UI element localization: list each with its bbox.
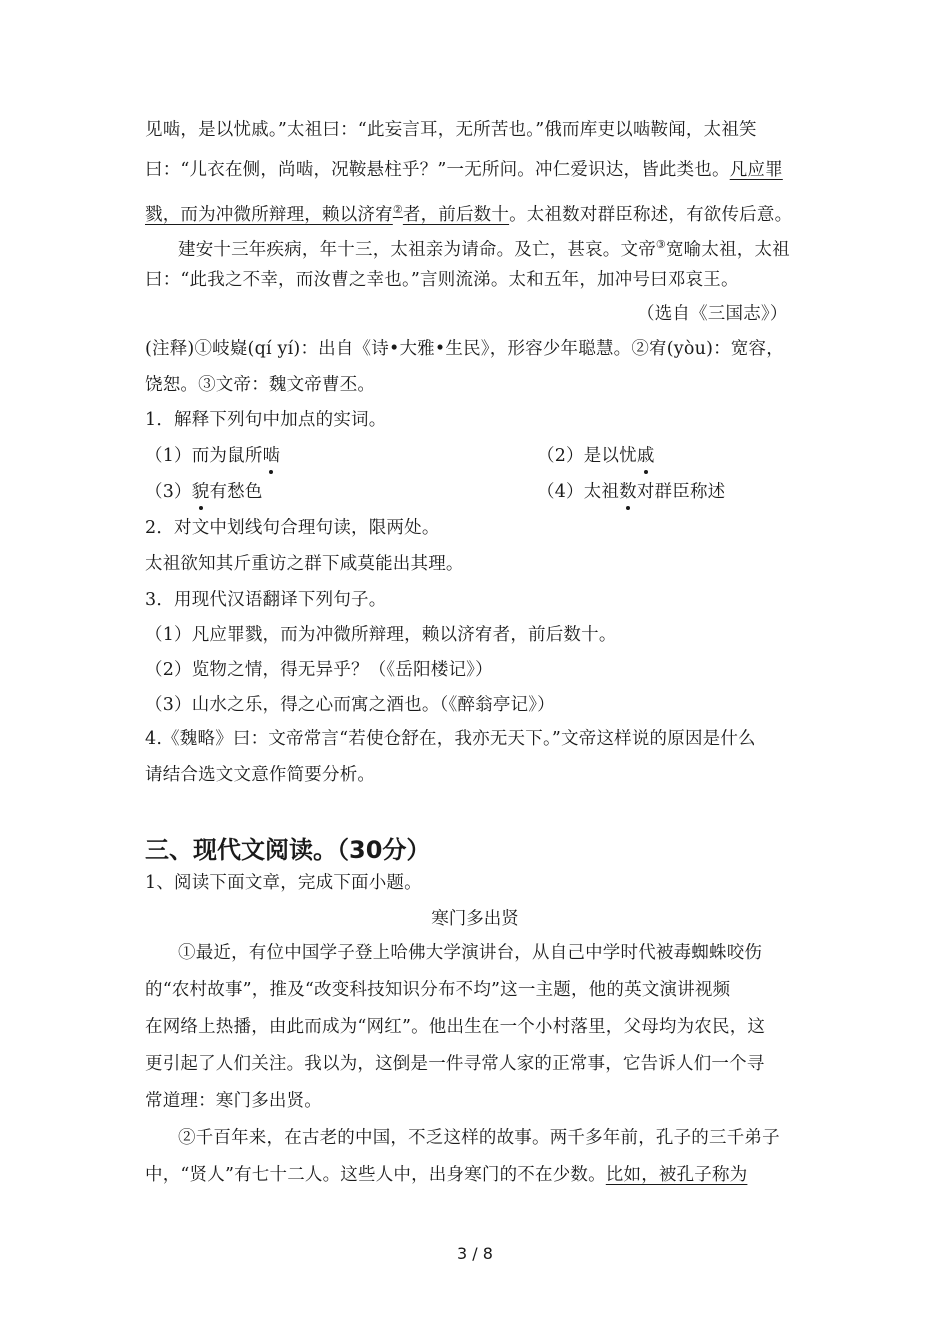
text: 建安十三年疾病，年十三，太祖亲为请命。及亡，甚哀。文帝	[178, 239, 656, 260]
passage-line	[178, 233, 790, 262]
underlined-sentence: 者，前后数十	[402, 204, 510, 225]
text: 曰：“儿衣在侧，尚啮，况鞍悬柱乎？”一无所问。冲仁爱识达，皆此类也。	[145, 160, 730, 180]
question-4-line	[145, 763, 375, 787]
article-line	[145, 978, 730, 1002]
article-title: 寒门多出贤	[431, 909, 519, 929]
passage-source	[637, 302, 788, 326]
text: 。太祖数对群臣称述，有欲传后意。	[509, 204, 793, 225]
source-text: （选自《三国志》）	[637, 304, 788, 324]
text: 太祖欲知其斤重访之群下咸莫能出其理。	[145, 554, 464, 574]
underlined-sentence: 凡应罪	[729, 160, 783, 180]
question-3-item	[145, 693, 555, 717]
text: 常道理：寒门多出贤。	[145, 1091, 322, 1111]
text: ②千百年来，在古老的中国，不乏这样的故事。两千多年前，孔子的三千弟子	[178, 1128, 780, 1148]
section-intro	[145, 871, 422, 895]
article-line	[145, 1163, 747, 1187]
text: 更引起了人们关注。我以为，这倒是一件寻常人家的正常事，它告诉人们一个寻	[145, 1054, 765, 1074]
text: 见啮，是以忧戚。”太祖曰：“此妄言耳，无所苦也。”俄而库吏以啮鞍闻，太祖笑	[145, 120, 757, 140]
text: （4）太祖	[537, 482, 620, 502]
text: 宽喻太祖，太祖	[665, 239, 790, 260]
text: 1．解释下列句中加点的实词。	[145, 410, 387, 430]
text: 曰：“此我之不幸，而汝曹之幸也。”言则流涕。太和五年，加冲号曰邓哀王。	[145, 270, 739, 290]
passage-line	[145, 118, 757, 142]
text: ①最近，有位中国学子登上哈佛大学演讲台，从自己中学时代被毒蜘蛛咬伤	[178, 943, 763, 963]
dotted-word: 啮	[262, 446, 281, 466]
article-line	[145, 1015, 765, 1039]
underlined-sentence: 比如，被孔子称为	[605, 1165, 748, 1185]
question-1-row	[145, 444, 655, 468]
text: （2）览物之情，得无异乎？（《岳阳楼记》）	[145, 660, 493, 680]
question-2-text	[145, 552, 464, 576]
text: （1）凡应罪戮，而为冲微所辩理，赖以济宥者，前后数十。	[145, 625, 617, 645]
article-line	[145, 1052, 765, 1076]
notes-line	[145, 337, 784, 361]
underlined-sentence: 戮，而为冲微所辩理，赖以济宥	[145, 204, 393, 225]
question-2-title	[145, 516, 440, 540]
dotted-word: 数	[619, 482, 637, 502]
text: （2）是以忧	[537, 446, 637, 466]
article-line	[145, 1089, 322, 1113]
note-marker: ③	[655, 238, 666, 251]
text: 中，“贤人”有七十二人。这些人中，出身寒门的不在少数。	[145, 1165, 606, 1185]
text: 3．用现代汉语翻译下列句子。	[145, 590, 387, 610]
question-3-item	[145, 623, 617, 647]
passage-line	[145, 198, 792, 227]
question-3-item	[145, 658, 493, 682]
passage-line	[145, 158, 783, 182]
dotted-word: 戚	[636, 446, 655, 466]
section-heading: 三、现代文阅读。（30分）	[145, 836, 431, 864]
dotted-word: 貌	[191, 482, 210, 502]
question-3-title	[145, 588, 386, 612]
text: (注释)①岐嶷(qí yí)：出自《诗•大雅•生民》，形容少年聪慧。②宥(yòu)：宽容，	[145, 339, 784, 359]
article-line	[178, 1126, 780, 1150]
passage-line	[145, 268, 739, 292]
question-1-row	[145, 480, 726, 504]
article-line	[178, 941, 762, 965]
question-4-line	[145, 727, 756, 751]
text: 的“农村故事”，推及“改变科技知识分布不均”这一主题，他的英文演讲视频	[145, 980, 731, 1000]
note-marker: ②	[392, 203, 403, 216]
notes-line	[145, 373, 375, 397]
text: （3）山水之乐，得之心而寓之酒也。（《醉翁亭记》）	[145, 695, 555, 715]
text: 有愁色	[209, 482, 263, 502]
text: （1）而为鼠所	[145, 446, 263, 466]
text: 饶恕。③文帝：魏文帝曹丕。	[145, 375, 376, 395]
page-number: 3 / 8	[457, 1244, 493, 1263]
text: 1、阅读下面文章，完成下面小题。	[145, 873, 422, 893]
question-1-title	[145, 408, 386, 432]
text: 2．对文中划线句合理句读，限两处。	[145, 518, 440, 538]
text: （3）	[145, 482, 192, 502]
text: 请结合选文文意作简要分析。	[145, 765, 376, 785]
text: 对群臣称述	[636, 482, 726, 502]
text: 在网络上热播，由此而成为“网红”。他出生在一个小村落里，父母均为农民，这	[145, 1017, 766, 1037]
text: 4.《魏略》曰：文帝常言“若使仓舒在，我亦无天下。”文帝这样说的原因是什么	[145, 729, 756, 749]
